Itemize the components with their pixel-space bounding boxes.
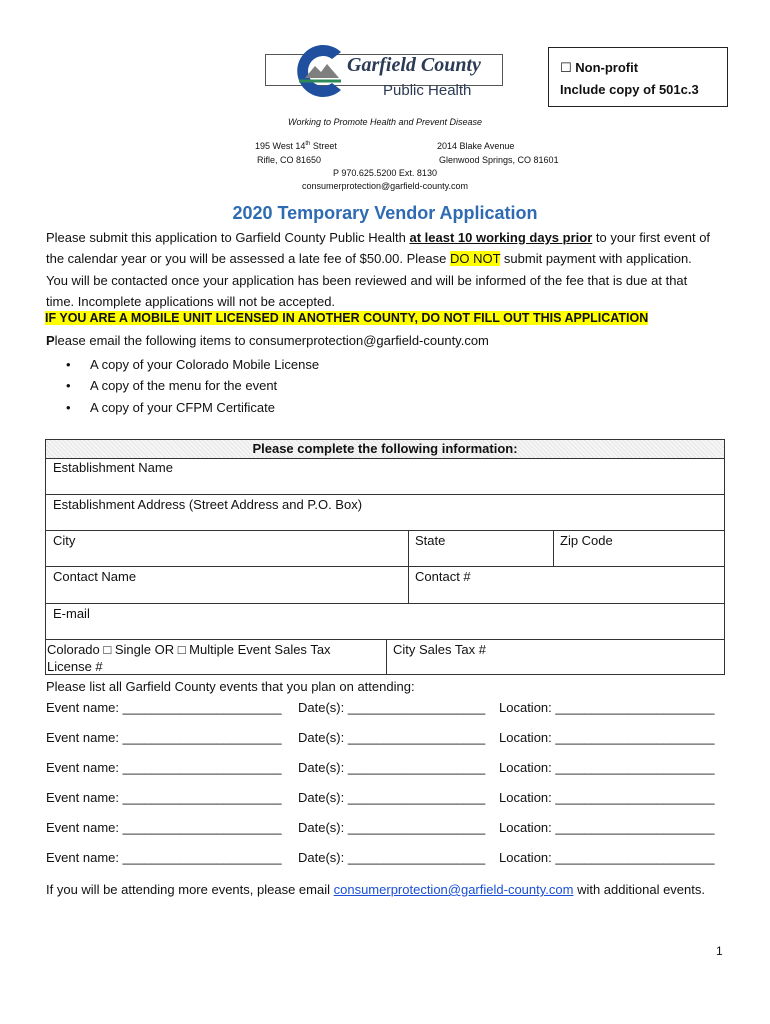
nonprofit-checkbox-label[interactable]: ☐ Non-profit bbox=[560, 60, 639, 75]
column-divider bbox=[386, 639, 387, 675]
city-field[interactable]: City bbox=[53, 533, 76, 548]
event-location-field[interactable]: Location: ______________________ bbox=[499, 820, 715, 835]
event-location-field[interactable]: Location: ______________________ bbox=[499, 790, 715, 805]
contact-name-field[interactable]: Contact Name bbox=[53, 569, 137, 584]
event-location-field[interactable]: Location: ______________________ bbox=[499, 730, 715, 745]
event-name-field[interactable]: Event name: ______________________ bbox=[46, 820, 282, 835]
email-instructions-text: lease email the following items to consumerprotection@garfield-county.com bbox=[54, 333, 489, 348]
address-rifle-city: Rifle, CO 81650 bbox=[257, 155, 322, 165]
footer-text-2: with additional events. bbox=[573, 882, 705, 897]
intro-text-2: to your first event of the calendar year or you will be assessed a late fee of $50.00. Please bbox=[46, 230, 711, 267]
email-instructions bbox=[46, 333, 489, 348]
email-instructions-initial: P bbox=[46, 333, 55, 348]
event-location-field[interactable]: Location: ______________________ bbox=[499, 700, 715, 715]
column-divider bbox=[553, 530, 554, 566]
intro-deadline: at least 10 working days prior bbox=[409, 230, 593, 245]
event-location-field[interactable]: Location: ______________________ bbox=[499, 850, 715, 865]
footer-email-link[interactable]: consumerprotection@garfield-county.com bbox=[333, 882, 574, 897]
tagline: Working to Promote Health and Prevent Disease bbox=[287, 117, 483, 127]
intro-do-not: DO NOT bbox=[449, 251, 501, 267]
address-rifle-street-suffix: th bbox=[305, 141, 311, 147]
intro-text-1: Please submit this application to Garfield County Public Health bbox=[46, 230, 410, 245]
list-item: • A copy of your CFPM Certificate bbox=[66, 397, 319, 418]
logo-subtitle: Public Health bbox=[383, 82, 472, 99]
event-name-field[interactable]: Event name: ______________________ bbox=[46, 760, 282, 775]
form-header-row bbox=[46, 440, 724, 459]
event-dates-field[interactable]: Date(s): ___________________ bbox=[298, 820, 486, 835]
footer-text-1: If you will be attending more events, please email bbox=[46, 882, 334, 897]
intro-text-3: submit payment with application. You will be contacted once your application has been reviewed and will be informed of the fee that is due at that time. Incomplete applications will not be accepted. bbox=[46, 251, 692, 310]
sales-tax-license-field[interactable]: Colorado □ Single OR □ Multiple Event Sales Tax bbox=[47, 642, 331, 657]
logo-c-mark-icon bbox=[285, 40, 355, 102]
establishment-address-field[interactable]: Establishment Address (Street Address and P.O. Box) bbox=[53, 497, 363, 512]
event-name-field[interactable]: Event name: ______________________ bbox=[46, 730, 282, 745]
event-name-field[interactable]: Event name: ______________________ bbox=[46, 700, 282, 715]
sales-tax-license-label: License # bbox=[47, 659, 103, 674]
event-dates-field[interactable]: Date(s): ___________________ bbox=[298, 700, 486, 715]
row-divider bbox=[46, 530, 724, 531]
column-divider bbox=[408, 530, 409, 566]
list-item: • A copy of your Colorado Mobile License bbox=[66, 354, 319, 375]
email-field[interactable]: E-mail bbox=[53, 606, 90, 621]
logo-title: Garfield County bbox=[347, 54, 481, 76]
list-item: • A copy of the menu for the event bbox=[66, 375, 319, 396]
city-sales-tax-field[interactable]: City Sales Tax # bbox=[393, 642, 486, 657]
row-divider bbox=[46, 603, 724, 604]
state-field[interactable]: State bbox=[415, 533, 446, 548]
establishment-name-field[interactable]: Establishment Name bbox=[53, 460, 173, 475]
page-number: 1 bbox=[716, 944, 723, 958]
address-glenwood-city: Glenwood Springs, CO 81601 bbox=[439, 155, 559, 165]
event-dates-field[interactable]: Date(s): ___________________ bbox=[298, 760, 486, 775]
event-dates-field[interactable]: Date(s): ___________________ bbox=[298, 850, 486, 865]
column-divider bbox=[408, 566, 409, 603]
information-form bbox=[45, 439, 725, 675]
header-email: consumerprotection@garfield-county.com bbox=[301, 181, 469, 191]
event-dates-field[interactable]: Date(s): ___________________ bbox=[298, 730, 486, 745]
row-divider bbox=[46, 639, 724, 640]
nonprofit-box bbox=[548, 47, 728, 107]
required-items-list bbox=[66, 354, 319, 418]
nonprofit-note: Include copy of 501c.3 bbox=[560, 82, 699, 97]
contact-number-field[interactable]: Contact # bbox=[415, 569, 471, 584]
address-rifle-street bbox=[255, 141, 337, 151]
zip-code-field[interactable]: Zip Code bbox=[560, 533, 613, 548]
intro-paragraph bbox=[46, 227, 716, 313]
address-rifle-street-name: Street bbox=[310, 141, 337, 151]
phone-number: P 970.625.5200 Ext. 8130 bbox=[333, 168, 437, 178]
row-divider bbox=[46, 566, 724, 567]
event-dates-field[interactable]: Date(s): ___________________ bbox=[298, 790, 486, 805]
event-name-field[interactable]: Event name: ______________________ bbox=[46, 790, 282, 805]
county-logo bbox=[265, 40, 505, 102]
address-glenwood-street: 2014 Blake Avenue bbox=[437, 141, 515, 151]
form-header: Please complete the following information: bbox=[252, 441, 518, 456]
address-rifle-street-number: 195 West 14 bbox=[255, 141, 306, 151]
footer-note bbox=[46, 880, 726, 900]
events-intro: Please list all Garfield County events that you plan on attending: bbox=[46, 679, 415, 694]
mobile-unit-warning: IF YOU ARE A MOBILE UNIT LICENSED IN ANOTHER COUNTY, DO NOT FILL OUT THIS APPLICATION bbox=[45, 311, 649, 325]
page-title: 2020 Temporary Vendor Application bbox=[232, 203, 538, 223]
event-location-field[interactable]: Location: ______________________ bbox=[499, 760, 715, 775]
row-divider bbox=[46, 494, 724, 495]
event-name-field[interactable]: Event name: ______________________ bbox=[46, 850, 282, 865]
